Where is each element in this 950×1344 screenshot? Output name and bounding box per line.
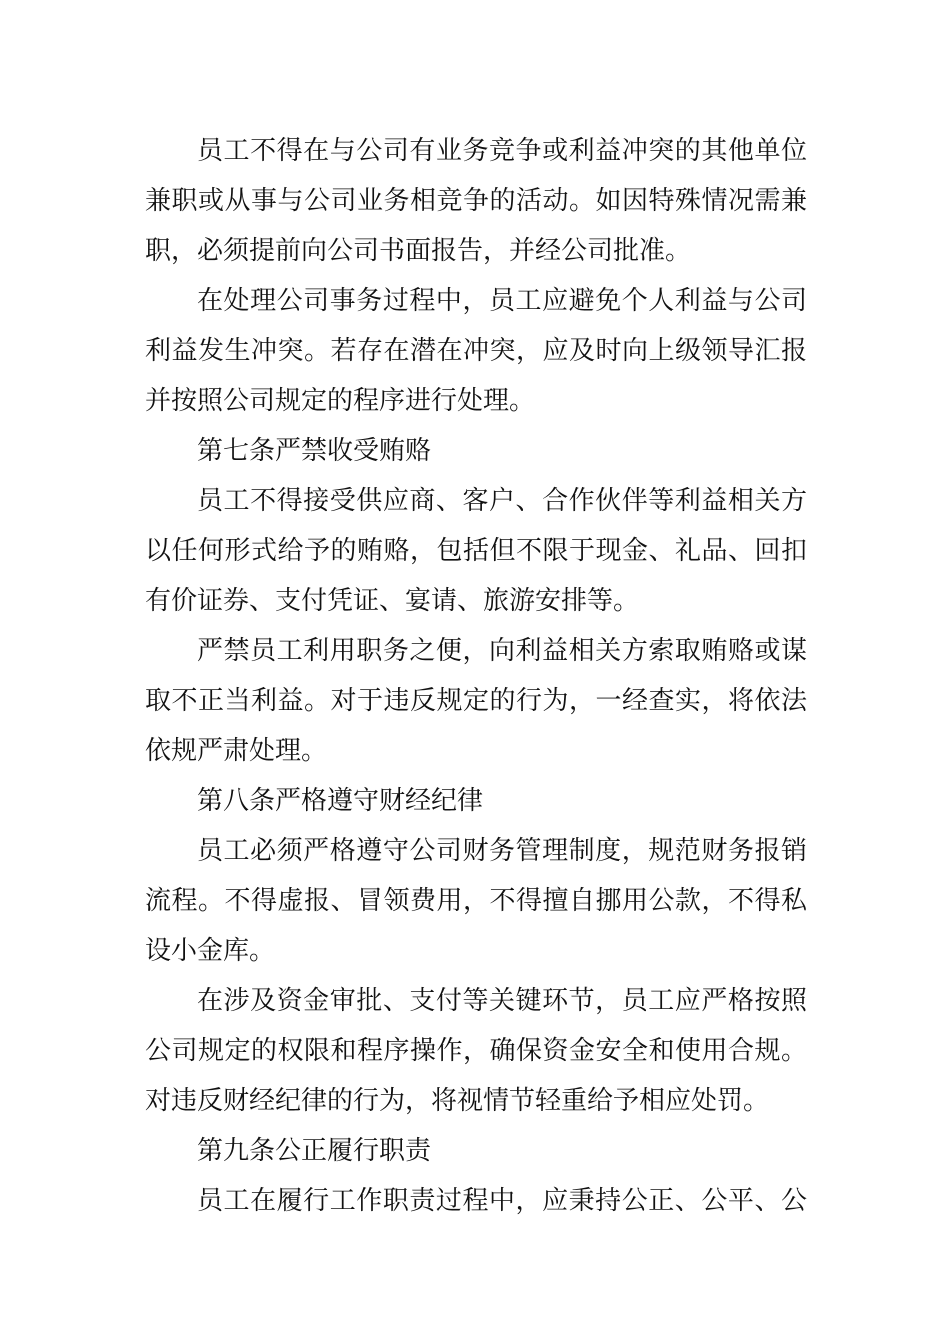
text-line: 设小金库。 — [145, 936, 276, 966]
text-line: 有价证券、支付凭证、宴请、旅游安排等。 — [145, 586, 640, 616]
text-line: 公司规定的权限和程序操作，确保资金安全和使用合规。 — [145, 1036, 807, 1066]
text-line: 员工必须严格遵守公司财务管理制度，规范财务报销 — [197, 836, 807, 866]
text-line: 依规严肃处理。 — [145, 736, 328, 766]
text-line: 员工不得接受供应商、客户、合作伙伴等利益相关方 — [197, 486, 807, 516]
text-line: 职，必须提前向公司书面报告，并经公司批准。 — [145, 236, 692, 266]
text-line: 取不正当利益。对于违反规定的行为，一经查实，将依法 — [145, 686, 807, 716]
text-line: 利益发生冲突。若存在潜在冲突，应及时向上级领导汇报 — [145, 336, 807, 366]
text-line: 员工不得在与公司有业务竞争或利益冲突的其他单位 — [197, 136, 807, 166]
text-line: 流程。不得虚报、冒领费用，不得擅自挪用公款，不得私 — [145, 886, 807, 916]
text-line: 以任何形式给予的贿赂，包括但不限于现金、礼品、回扣 — [145, 536, 807, 566]
text-line: 在涉及资金审批、支付等关键环节，员工应严格按照 — [197, 986, 807, 1016]
text-line: 并按照公司规定的程序进行处理。 — [145, 386, 536, 416]
text-line: 第九条公正履行职责 — [197, 1136, 432, 1166]
text-line: 对违反财经纪律的行为，将视情节轻重给予相应处罚。 — [145, 1086, 770, 1116]
text-line: 第七条严禁收受贿赂 — [197, 436, 432, 466]
text-line: 第八条严格遵守财经纪律 — [197, 786, 484, 816]
text-line: 兼职或从事与公司业务相竞争的活动。如因特殊情况需兼 — [145, 186, 807, 216]
text-line: 在处理公司事务过程中，员工应避免个人利益与公司 — [197, 286, 807, 316]
document-page — [145, 126, 807, 1226]
text-line: 员工在履行工作职责过程中，应秉持公正、公平、公 — [197, 1186, 807, 1216]
text-line: 严禁员工利用职务之便，向利益相关方索取贿赂或谋 — [197, 636, 807, 666]
